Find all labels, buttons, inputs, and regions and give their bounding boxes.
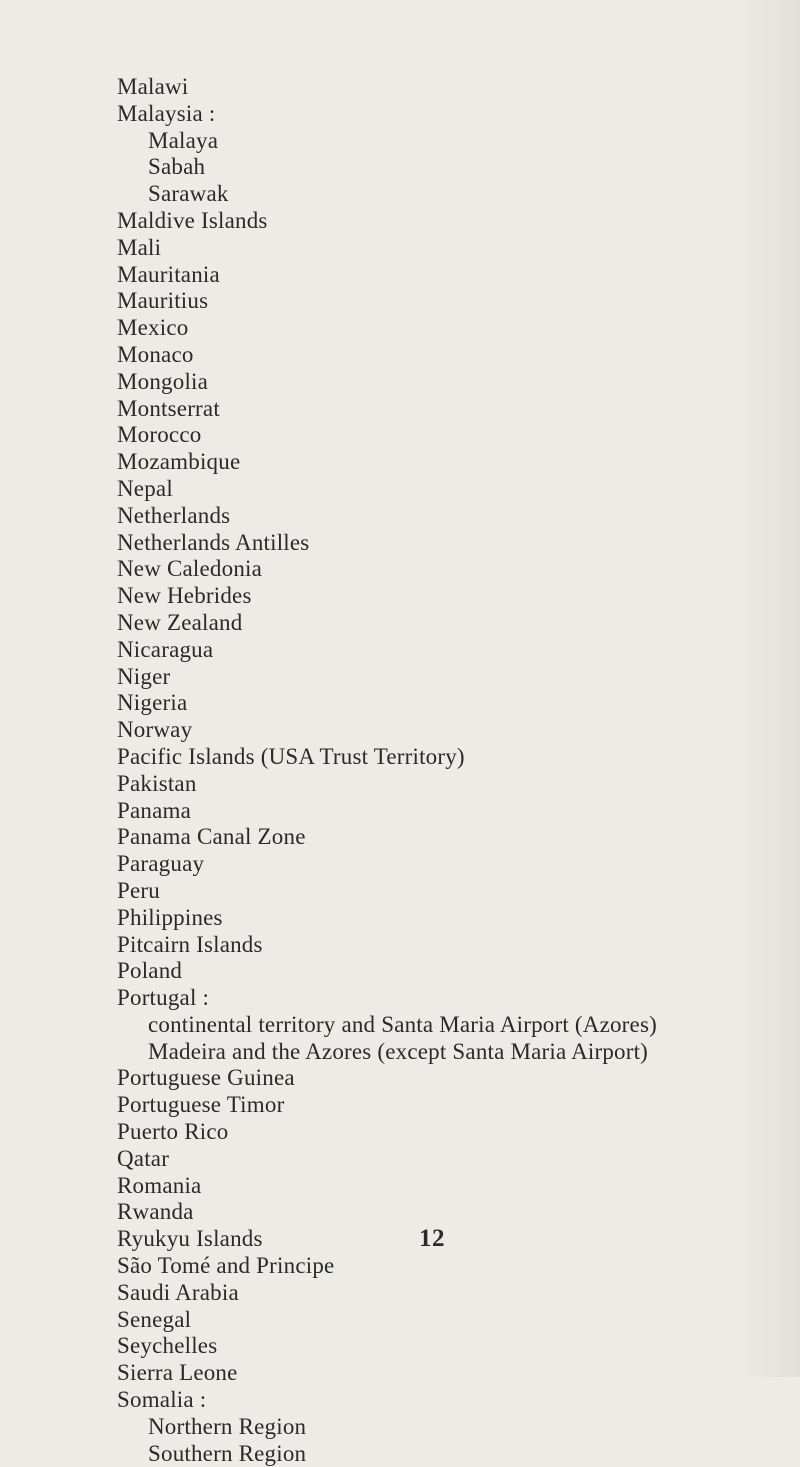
country-entry: Seychelles: [117, 1333, 218, 1359]
country-entry: Philippines: [117, 904, 223, 930]
country-entry: Portuguese Timor: [117, 1092, 285, 1118]
country-entry: Poland: [117, 958, 183, 984]
country-entry: Panama Canal Zone: [117, 824, 306, 850]
country-entry: New Hebrides: [117, 583, 252, 609]
country-entry: Puerto Rico: [117, 1119, 229, 1145]
country-entry: Norway: [117, 717, 193, 743]
country-entry: Ryukyu Islands: [117, 1226, 263, 1252]
country-entry: Paraguay: [117, 851, 205, 877]
country-entry: Portugal :: [117, 985, 210, 1011]
country-entry: Saudi Arabia: [117, 1279, 239, 1305]
country-entry: New Caledonia: [117, 556, 263, 582]
country-entry: Malawi: [117, 74, 189, 99]
country-entry: Netherlands: [117, 502, 231, 528]
country-entry: Nepal: [117, 475, 173, 501]
country-entry: Senegal: [117, 1306, 192, 1332]
country-entry: Mauritius: [117, 288, 209, 314]
country-entry: Mauritania: [117, 261, 220, 287]
country-entry: Rwanda: [117, 1199, 194, 1225]
sub-entry: Madeira and the Azores (except Santa Maria Airport): [148, 1038, 649, 1064]
country-entry: São Tomé and Principe: [117, 1253, 335, 1279]
country-entry: Maldive Islands: [117, 207, 268, 233]
sub-entry: Southern Region: [148, 1440, 307, 1466]
country-entry: Qatar: [117, 1145, 170, 1171]
country-entry: Romania: [117, 1172, 202, 1198]
country-entry: Pitcairn Islands: [117, 931, 263, 957]
country-entry: Netherlands Antilles: [117, 529, 310, 555]
country-entry: Niger: [117, 663, 171, 689]
country-entry: Nigeria: [117, 690, 188, 716]
sub-entry: Sabah: [148, 154, 206, 180]
country-list: [117, 74, 657, 1467]
country-entry: Mexico: [117, 315, 189, 341]
country-entry: Mozambique: [117, 449, 241, 475]
country-entry: Peru: [117, 877, 160, 903]
country-entry: Montserrat: [117, 395, 220, 421]
country-entry: New Zealand: [117, 609, 243, 635]
country-entry: Somalia :: [117, 1387, 207, 1413]
sub-entry: continental territory and Santa Maria Airport (Azores): [148, 1011, 657, 1037]
country-entry: Nicaragua: [117, 636, 214, 662]
sub-entry: Malaya: [148, 127, 219, 153]
country-entry: Pacific Islands (USA Trust Territory): [117, 743, 465, 769]
sub-entry: Sarawak: [148, 181, 229, 207]
sub-entry: Northern Region: [148, 1413, 307, 1439]
country-entry: Sierra Leone: [117, 1360, 238, 1386]
country-entry: Panama: [117, 797, 192, 823]
country-entry: Portuguese Guinea: [117, 1065, 295, 1091]
country-entry: Mongolia: [117, 368, 209, 394]
country-entry: Morocco: [117, 422, 202, 448]
country-entry: Monaco: [117, 341, 194, 367]
country-entry: Pakistan: [117, 770, 197, 796]
country-entry: Malaysia :: [117, 100, 216, 126]
page-number: 12: [419, 1225, 445, 1252]
country-entry: Mali: [117, 234, 162, 260]
